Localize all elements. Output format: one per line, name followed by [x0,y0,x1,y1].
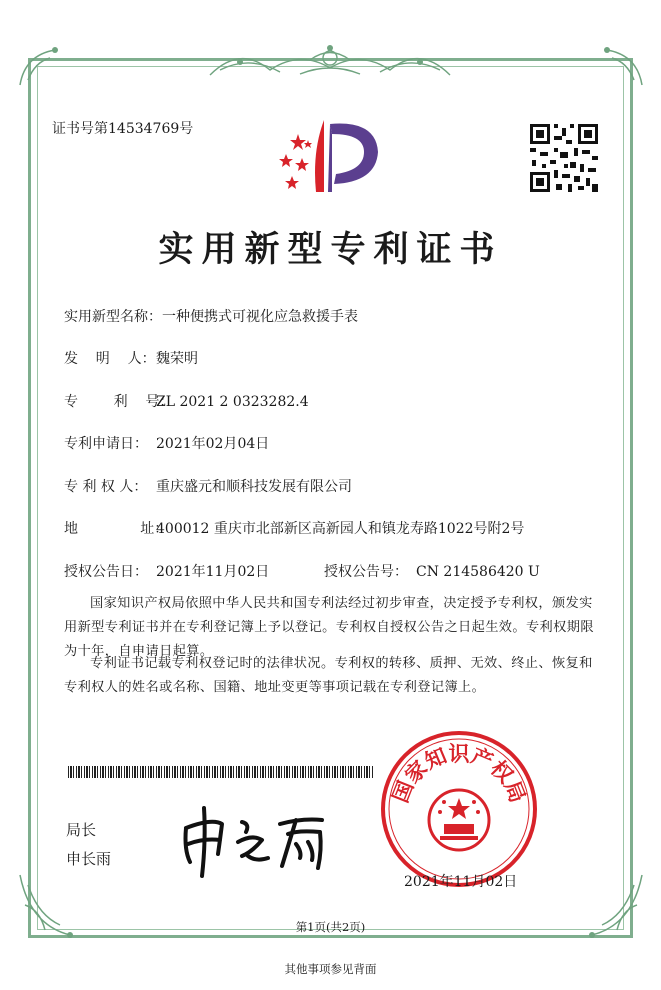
corner-ornament-top-left-icon [10,40,70,95]
back-page-note: 其他事项参见背面 [284,962,377,976]
grant-date: 2021年11月02日 [156,564,270,580]
address: 400012 重庆市北部新区高新园人和镇龙寿路1022号附2号 [156,521,525,537]
director-signature-icon [172,800,342,880]
filing-date-row [64,433,269,453]
field-label: 地 址： [64,521,169,537]
patent-number: ZL 2021 2 0323282.4 [156,394,309,410]
director-title: 局长 [66,821,97,839]
certificate-number: 证书号第14534769号 [52,121,194,137]
patentee-name: 重庆盛元和顺科技发展有限公司 [156,479,352,495]
qr-code-icon [528,122,600,194]
field-label: 专利申请日： [64,436,148,452]
body-paragraph-1: 国家知识产权局依照中华人民共和国专利法经过初步审查，决定授予专利权，颁发实用新型专利证书并在专利登记簿上予以登记。专利权自授权公告之日起生效。专利权期限为十年，自申请日起算。 [64,596,594,659]
grant-date-row [64,561,269,581]
address-row [64,518,524,538]
patent-office-logo-icon [272,112,384,200]
patentee-row [64,476,352,496]
inventor-name: 魏荣明 [156,351,198,367]
patent-number-row [64,391,309,411]
page-number: 第1页(共2页) [295,920,366,934]
utility-model-name: 一种便携式可视化应急救援手表 [162,309,358,325]
top-ornament-icon [200,40,460,85]
official-seal-icon [378,728,540,890]
field-label: 授权公告日： [64,564,148,580]
corner-ornament-top-right-icon [592,40,652,95]
field-label: 专 利 号： [64,394,174,410]
grant-number-row [324,561,540,581]
field-label: 授权公告号： [324,564,408,580]
seal-text: 国家知识产权局 [388,742,530,806]
grant-number: CN 214586420 U [416,564,540,580]
director-name: 申长雨 [66,850,112,868]
field-label: 专 利 权 人： [64,479,148,495]
barcode-icon [68,766,374,778]
inventor-row [64,348,198,368]
filing-date: 2021年02月04日 [156,436,270,452]
field-label: 发 明 人： [64,351,156,367]
certificate-title: 实用新型专利证书 [158,229,503,270]
seal-date: 2021年11月02日 [404,874,518,890]
field-label: 实用新型名称： [64,309,162,325]
utility-model-name-row [64,306,358,326]
body-paragraph-2: 专利证书记载专利权登记时的法律状况。专利权的转移、质押、无效、终止、恢复和专利权人的姓名或名称、国籍、地址变更等事项记载在专利登记簿上。 [64,656,593,695]
